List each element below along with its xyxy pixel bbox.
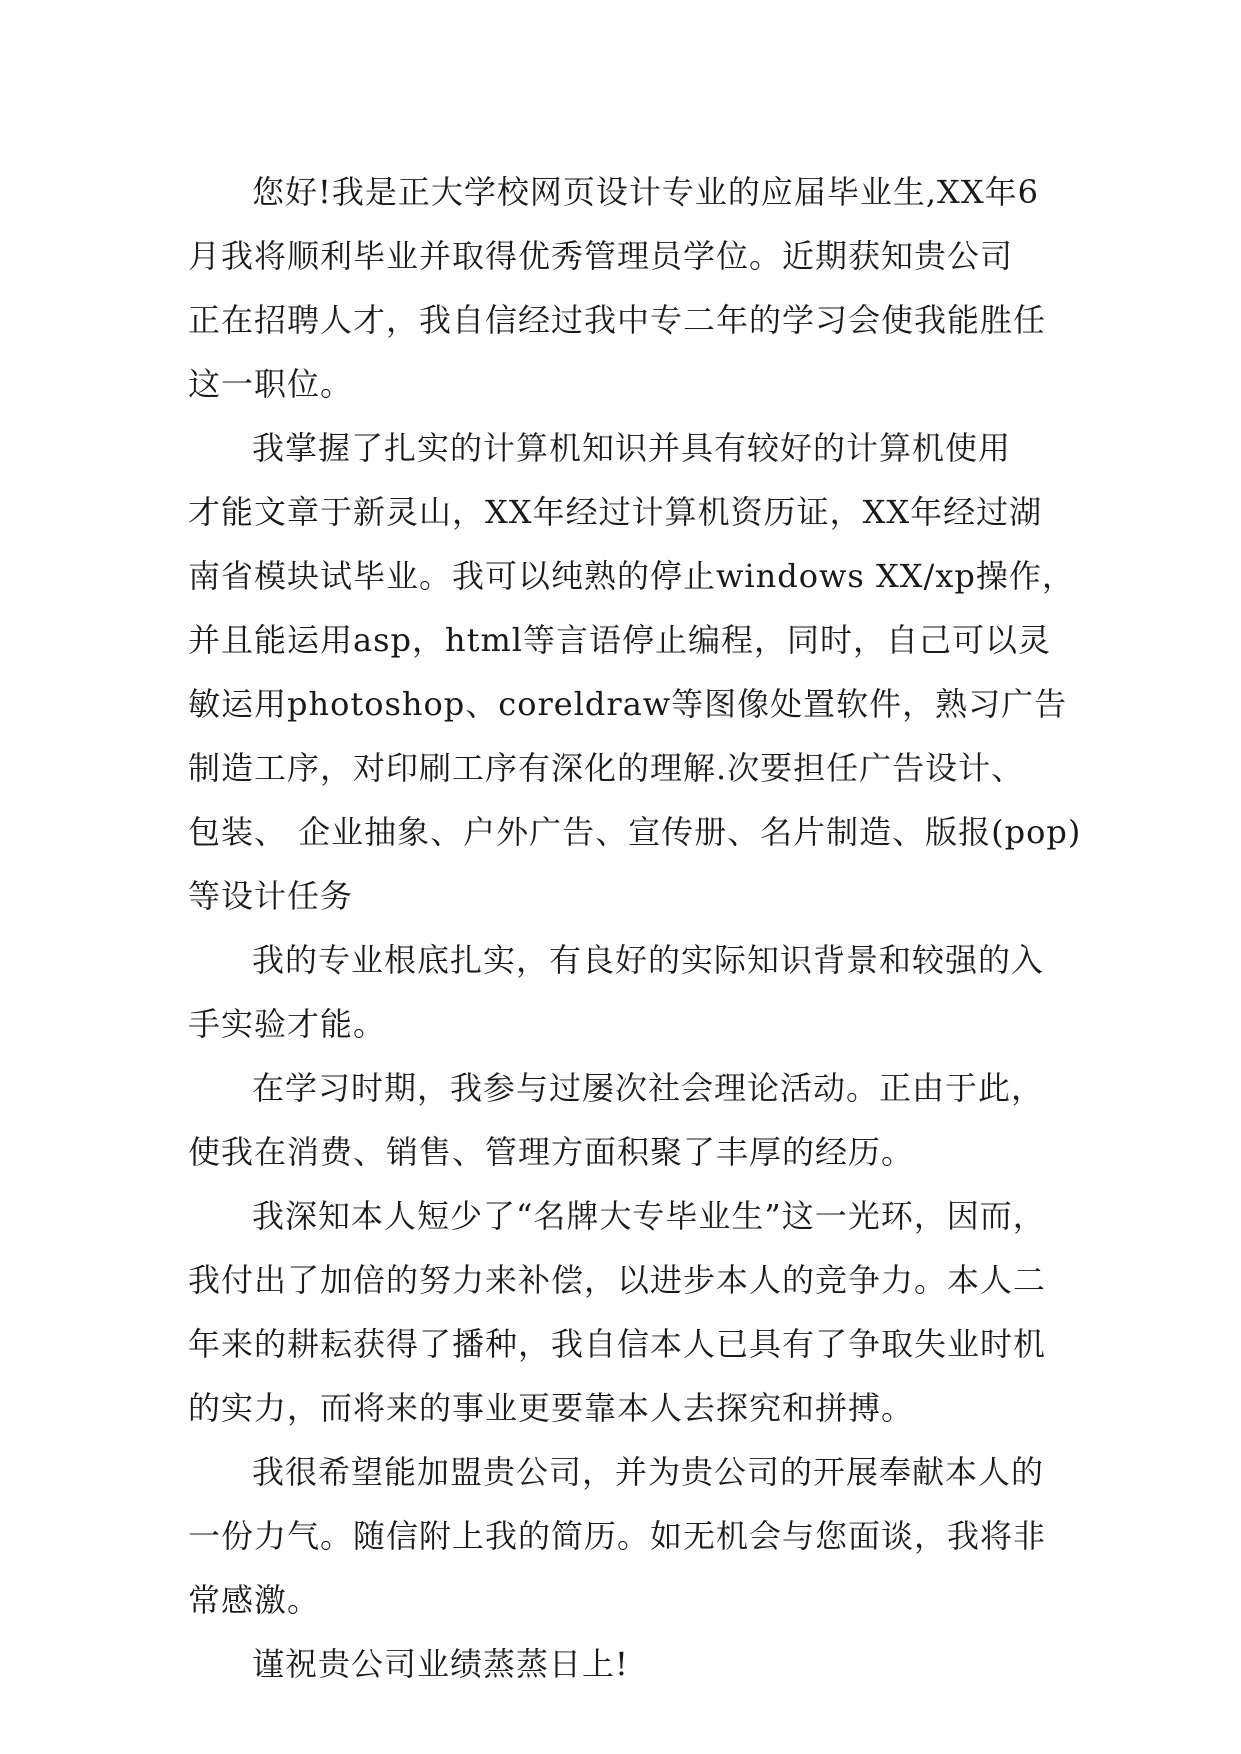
- text-line: 月我将顺利毕业并取得优秀管理员学位。近期获知贵公司: [188, 237, 1014, 275]
- text-line: 在学习时期，我参与过屡次社会理论活动。正由于此，: [252, 1069, 1045, 1107]
- paragraph-greeting: [188, 160, 1048, 416]
- paragraph-wishes: [188, 1632, 1048, 1696]
- text-line: 这一职位。: [188, 365, 354, 403]
- text-line: 年来的耕耘获得了播种，我自信本人已具有了争取失业时机: [188, 1325, 1047, 1363]
- text-line: 的实力，而将来的事业更要靠本人去探究和拼搏。: [188, 1389, 915, 1427]
- paragraph-foundation: [188, 928, 1048, 1056]
- paragraph-effort: [188, 1184, 1048, 1440]
- text-line: 南省模块试毕业。我可以纯熟的停止windows XX/xp操作，: [188, 557, 1075, 595]
- text-line: 我的专业根底扎实，有良好的实际知识背景和较强的入: [252, 941, 1045, 979]
- text-line: 您好!我是正大学校网页设计专业的应届毕业生,XX年6: [252, 173, 1039, 211]
- text-line: 谨祝贵公司业绩蒸蒸日上!: [252, 1645, 629, 1683]
- paragraph-closing: [188, 1440, 1048, 1632]
- paragraph-skills: [188, 416, 1082, 928]
- text-line: 我深知本人短少了“名牌大专毕业生”这一光环，因而，: [252, 1197, 1046, 1235]
- text-line: 手实验才能。: [188, 1005, 387, 1043]
- text-line: 使我在消费、销售、管理方面积聚了丰厚的经历。: [188, 1133, 915, 1171]
- text-line: 正在招聘人才，我自信经过我中专二年的学习会使我能胜任: [188, 301, 1047, 339]
- text-line: 我付出了加倍的努力来补偿，以进步本人的竞争力。本人二: [188, 1261, 1047, 1299]
- text-line: 并且能运用asp，html等言语停止编程，同时，自己可以灵: [188, 621, 1052, 659]
- text-line: 敏运用photoshop、coreldraw等图像处置软件，熟习广告: [188, 685, 1068, 723]
- text-line: 才能文章于新灵山，XX年经过计算机资历证，XX年经过湖: [188, 493, 1043, 531]
- text-line: 常感激。: [188, 1581, 321, 1619]
- letter-body: [188, 160, 1082, 1696]
- text-line: 等设计任务: [188, 877, 354, 915]
- text-line: 我掌握了扎实的计算机知识并具有较好的计算机使用: [252, 429, 1012, 467]
- text-line: 一份力气。随信附上我的简历。如无机会与您面谈，我将非: [188, 1517, 1047, 1555]
- text-line: 我很希望能加盟贵公司，并为贵公司的开展奉献本人的: [252, 1453, 1045, 1491]
- paragraph-activities: [188, 1056, 1048, 1184]
- text-line: 制造工序，对印刷工序有深化的理解.次要担任广告设计、: [188, 749, 1025, 787]
- text-line: 包装、 企业抽象、户外广告、宣传册、名片制造、版报(pop): [188, 813, 1082, 851]
